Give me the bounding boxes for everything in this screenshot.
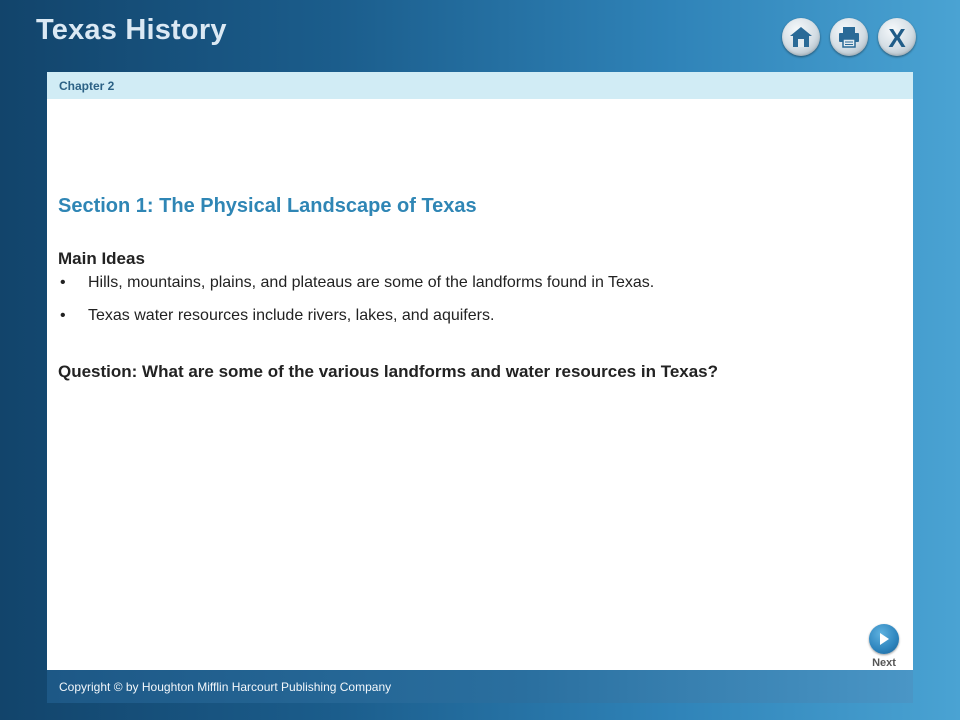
main-idea-text: Hills, mountains, plains, and plateaus are some of the landforms found in Texas. — [88, 274, 655, 291]
chapter-bar — [47, 72, 913, 99]
play-arrow-icon[interactable] — [869, 624, 899, 654]
next-button[interactable] — [869, 624, 899, 669]
home-icon — [789, 26, 813, 48]
main-ideas-list — [58, 272, 654, 338]
question-text: Question: What are some of the various landforms and water resources in Texas? — [58, 362, 719, 381]
close-button[interactable] — [878, 18, 916, 56]
list-item — [58, 272, 654, 293]
content-panel — [47, 72, 913, 670]
bullet: • — [60, 274, 66, 291]
chapter-label: Chapter 2 — [59, 78, 115, 93]
copyright-text: Copyright © by Houghton Mifflin Harcourt Publishing Company — [59, 679, 392, 694]
print-button[interactable] — [830, 18, 868, 56]
close-icon: X — [888, 22, 906, 53]
printer-icon — [837, 26, 861, 48]
app-title: Texas History — [36, 14, 227, 46]
bullet: • — [60, 307, 66, 324]
list-item — [58, 305, 654, 326]
next-label[interactable]: Next — [872, 657, 896, 669]
toolbar — [782, 18, 916, 56]
main-ideas-heading: Main Ideas — [58, 249, 145, 268]
home-button[interactable] — [782, 18, 820, 56]
section-title: Section 1: The Physical Landscape of Texas — [58, 195, 477, 217]
main-idea-text: Texas water resources include rivers, lakes, and aquifers. — [88, 307, 495, 324]
footer-bar — [47, 670, 913, 703]
